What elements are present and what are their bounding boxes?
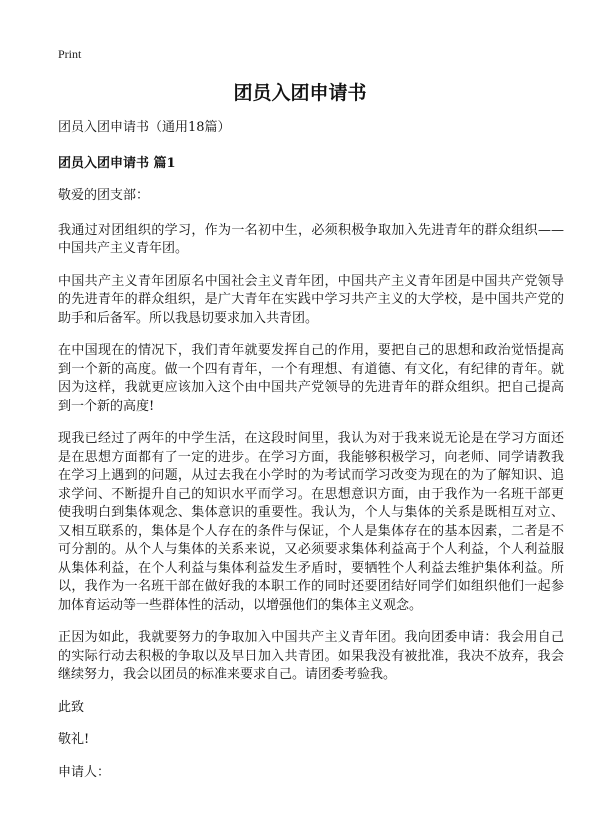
paragraph-4: 现我已经过了两年的中学生活，在这段时间里，我认为对于我来说无论是在学习方面还是在思想方面都有了一定的进步。在学习方面，我能够积极学习，向老师、同学请教我在学习上遇到的问题，从过去我在小学时的为考试而学习改变为现在的为了解知识、追求学问、不断提升自己的知识水平而学习。在思想意识方面，由于我作为一名班干部更使我明白到集体观念、集体意识的重要性。我认为，个人与集体的关系是既相互对立、又相互联系的，集体是个人存在的条件与保证，个人是集体存在的基本因素，二者是不可分割的。从个人与集体的关系来说，又必须要求集体利益高于个人利益，个人利益服从集体利益，在个人利益与集体利益发生矛盾时，要牺牲个人利益去维护集体利益。所以，我作为一名班干部在做好我的本职工作的同时还要团结好同学们如组织他们一起参加体育运动等一些群体性的活动，以增强他们的集体主义观念。	[58, 431, 564, 613]
section-title: 团员入团申请书 篇1	[58, 155, 176, 171]
applicant-label: 申请人：	[58, 764, 111, 780]
paragraph-1: 我通过对团组织的学习，作为一名初中生，必须积极争取加入先进青年的群众组织——中国共产主义青年团。	[58, 222, 564, 256]
paragraph-2: 中国共产主义青年团原名中国社会主义青年团，中国共产主义青年团是中国共产党领导的先进青年的群众组织，是广大青年在实践中学习共产主义的大学校，是中国共产党的助手和后备军。所以我恳切要求加入共青团。	[58, 273, 564, 326]
document-subtitle: 团员入团申请书（通用18篇）	[58, 120, 231, 135]
paragraph-3: 在中国现在的情况下，我们青年就要发挥自己的作用，要把自己的思想和政治觉悟提高到一个新的高度。做一个四有青年，一个有理想、有道德、有文化，有纪律的青年。就因为这样，我就更应该加入这个由中国共产党领导的先进青年的群众组织。把自己提高到一个新的高度!	[58, 343, 564, 414]
salutation: 敬爱的团支部：	[58, 188, 150, 203]
closing-line-2: 敬礼!	[58, 732, 90, 747]
document-title: 团员入团申请书	[233, 82, 367, 104]
document-body	[58, 119, 564, 796]
print-link[interactable]: Print	[58, 47, 82, 61]
paragraph-5: 正因为如此，我就要努力的争取加入中国共产主义青年团。我向团委申请：我会用自己的实际行动去积极的争取以及早日加入共青团。如果我没有被批准，我决不放弃，我会继续努力，我会以团员的标准来要求自己。请团委考验我。	[58, 630, 564, 682]
closing-line-1: 此致	[58, 699, 85, 715]
